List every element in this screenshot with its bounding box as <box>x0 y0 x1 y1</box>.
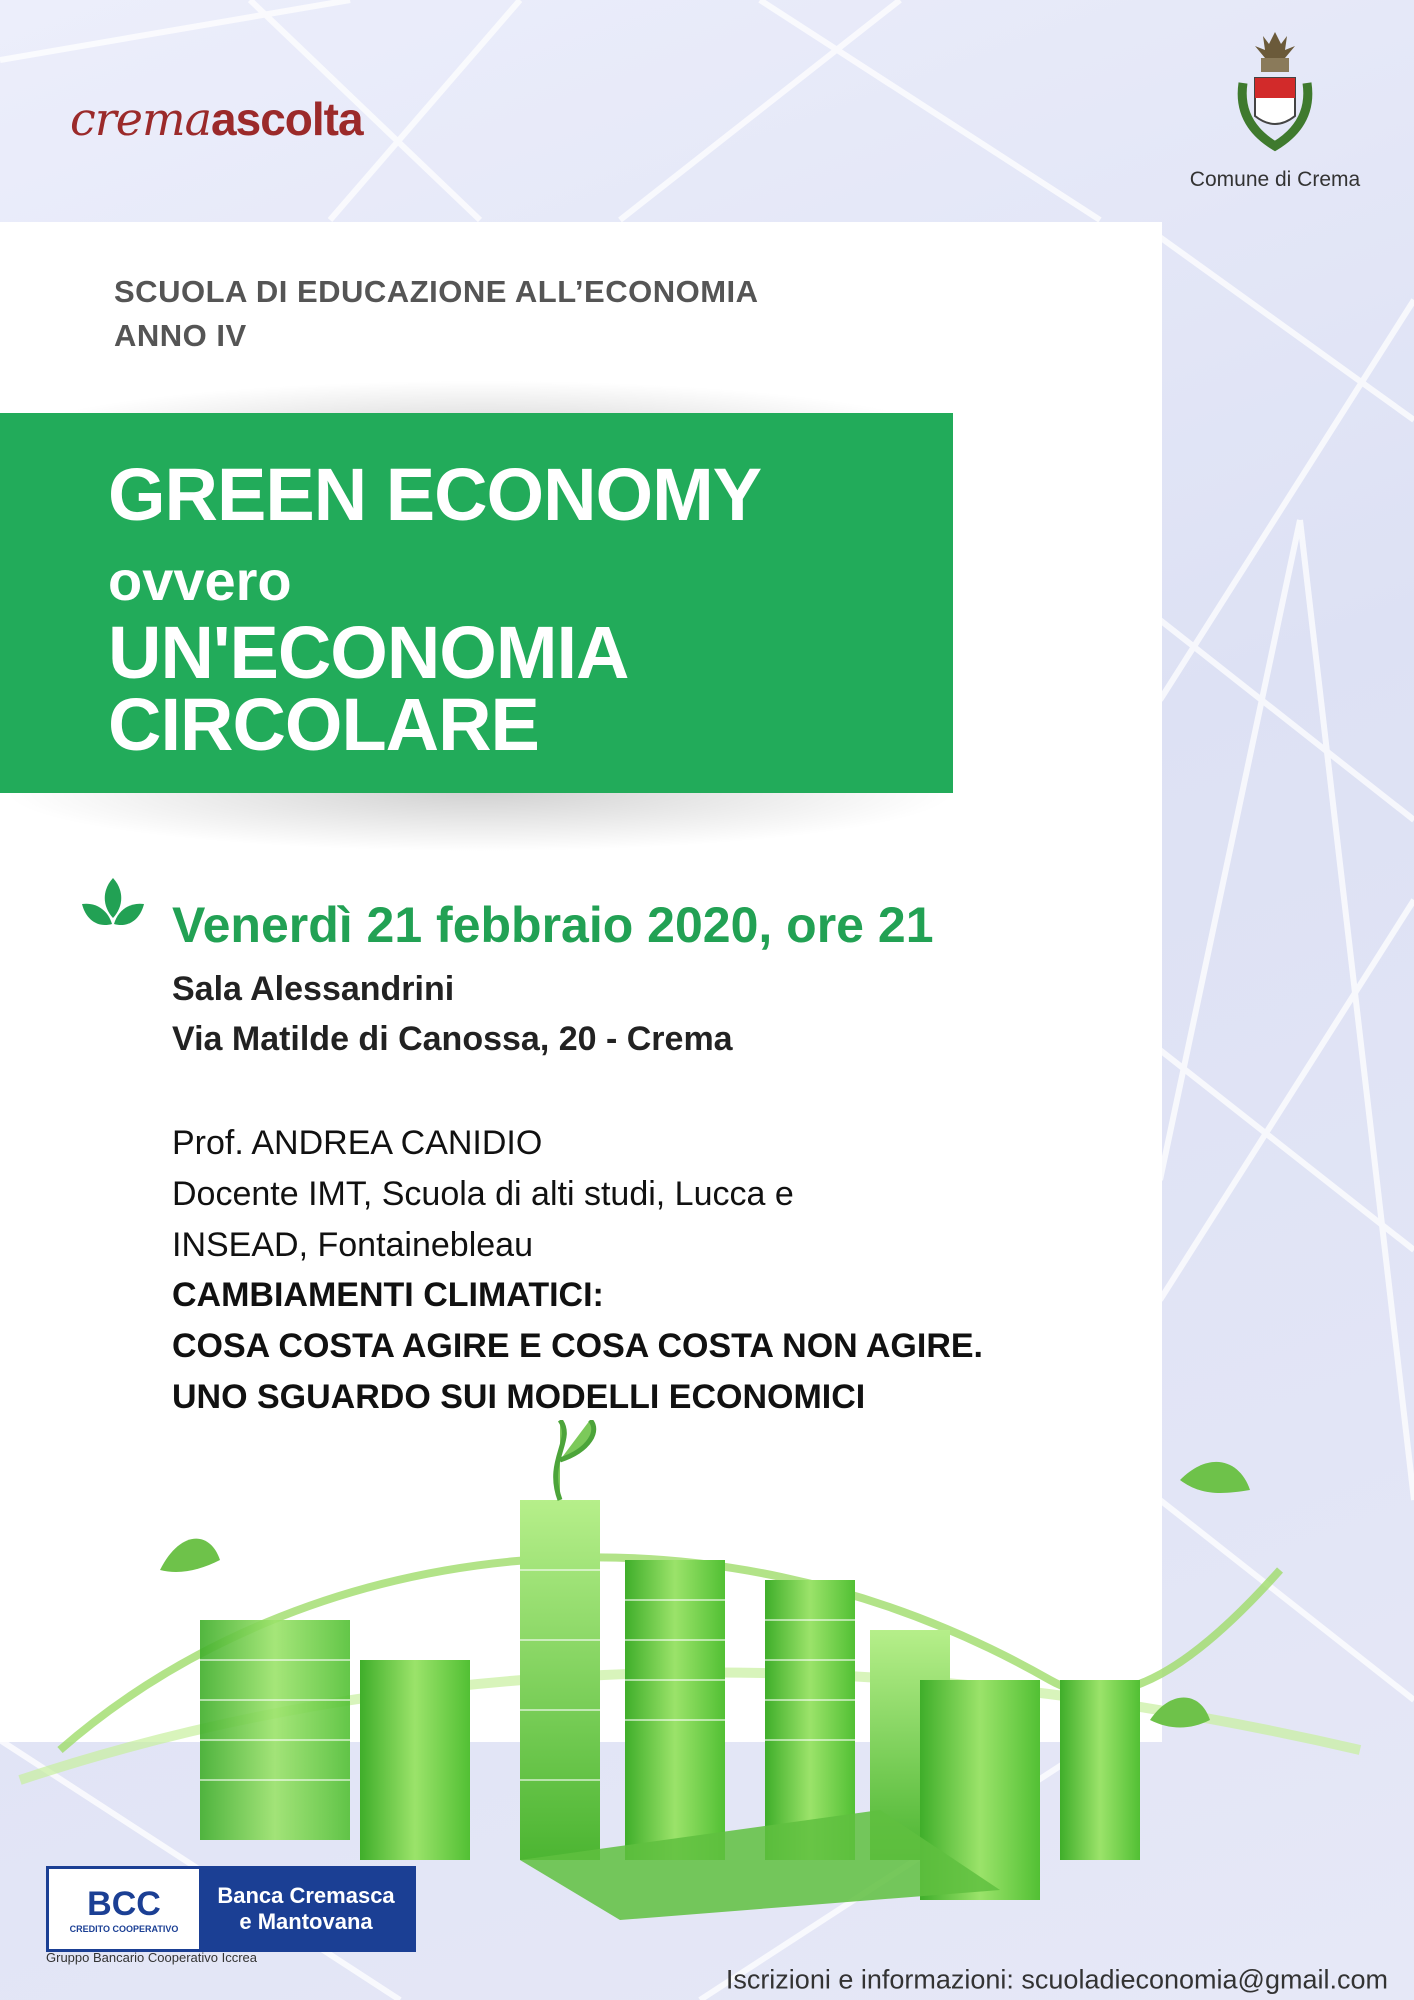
contact-info: Iscrizioni e informazioni: scuoladieconomia@gmail.com <box>725 1964 1388 1995</box>
title-line-3: UN'ECONOMIA <box>108 611 629 694</box>
event-date: Venerdì 21 febbraio 2020, ore 21 <box>172 897 934 953</box>
venue-address: Via Matilde di Canossa, 20 - Crema <box>172 1020 733 1058</box>
bcc-mark-sub: CREDITO COOPERATIVO <box>69 1923 179 1934</box>
bcc-mark: BCC <box>87 1884 161 1923</box>
speaker-name: Prof. ANDREA CANIDIO <box>172 1124 543 1162</box>
talk-line-1: CAMBIAMENTI CLIMATICI: <box>172 1276 604 1314</box>
event-venue <box>172 964 733 1064</box>
green-city-illustration <box>0 1420 1414 1920</box>
speaker-block <box>172 1118 794 1271</box>
cremascolta-logo <box>70 92 363 146</box>
bcc-mark-group <box>70 1885 179 1934</box>
school-year: ANNO IV <box>114 318 247 353</box>
logo-text-part1: crema <box>70 92 212 146</box>
venue-name: Sala Alessandrini <box>172 970 455 1008</box>
speaker-role-2: INSEAD, Fontainebleau <box>172 1226 533 1264</box>
title-line-4: CIRCOLARE <box>108 683 539 766</box>
bcc-logo-icon <box>49 1869 199 1949</box>
leaf-icon <box>78 876 148 942</box>
talk-line-2: COSA COSTA AGIRE E COSA COSTA NON AGIRE. <box>172 1327 984 1365</box>
sponsor-name <box>199 1869 413 1949</box>
school-name: SCUOLA DI EDUCAZIONE ALL’ECONOMIA <box>114 274 759 309</box>
crest-caption: Comune di Crema <box>1189 168 1361 191</box>
logo-text-part2: ascolta <box>211 93 363 145</box>
talk-line-3: UNO SGUARDO SUI MODELLI ECONOMICI <box>172 1378 866 1416</box>
title-line-2: ovvero <box>108 549 292 612</box>
title-shadow-bottom <box>0 792 960 852</box>
crest-icon <box>1225 28 1325 158</box>
title-line-1: GREEN ECONOMY <box>108 453 762 536</box>
talk-title <box>172 1270 983 1423</box>
speaker-role-1: Docente IMT, Scuola di alti studi, Lucca e <box>172 1175 794 1213</box>
sponsor-name-line-2: e Mantovana <box>239 1909 373 1934</box>
sponsor-group: Gruppo Bancario Cooperativo Iccrea <box>46 1950 258 1965</box>
school-heading <box>114 270 759 358</box>
sponsor-name-line-1: Banca Cremasca <box>217 1883 395 1908</box>
sponsor-logo <box>46 1866 416 1952</box>
